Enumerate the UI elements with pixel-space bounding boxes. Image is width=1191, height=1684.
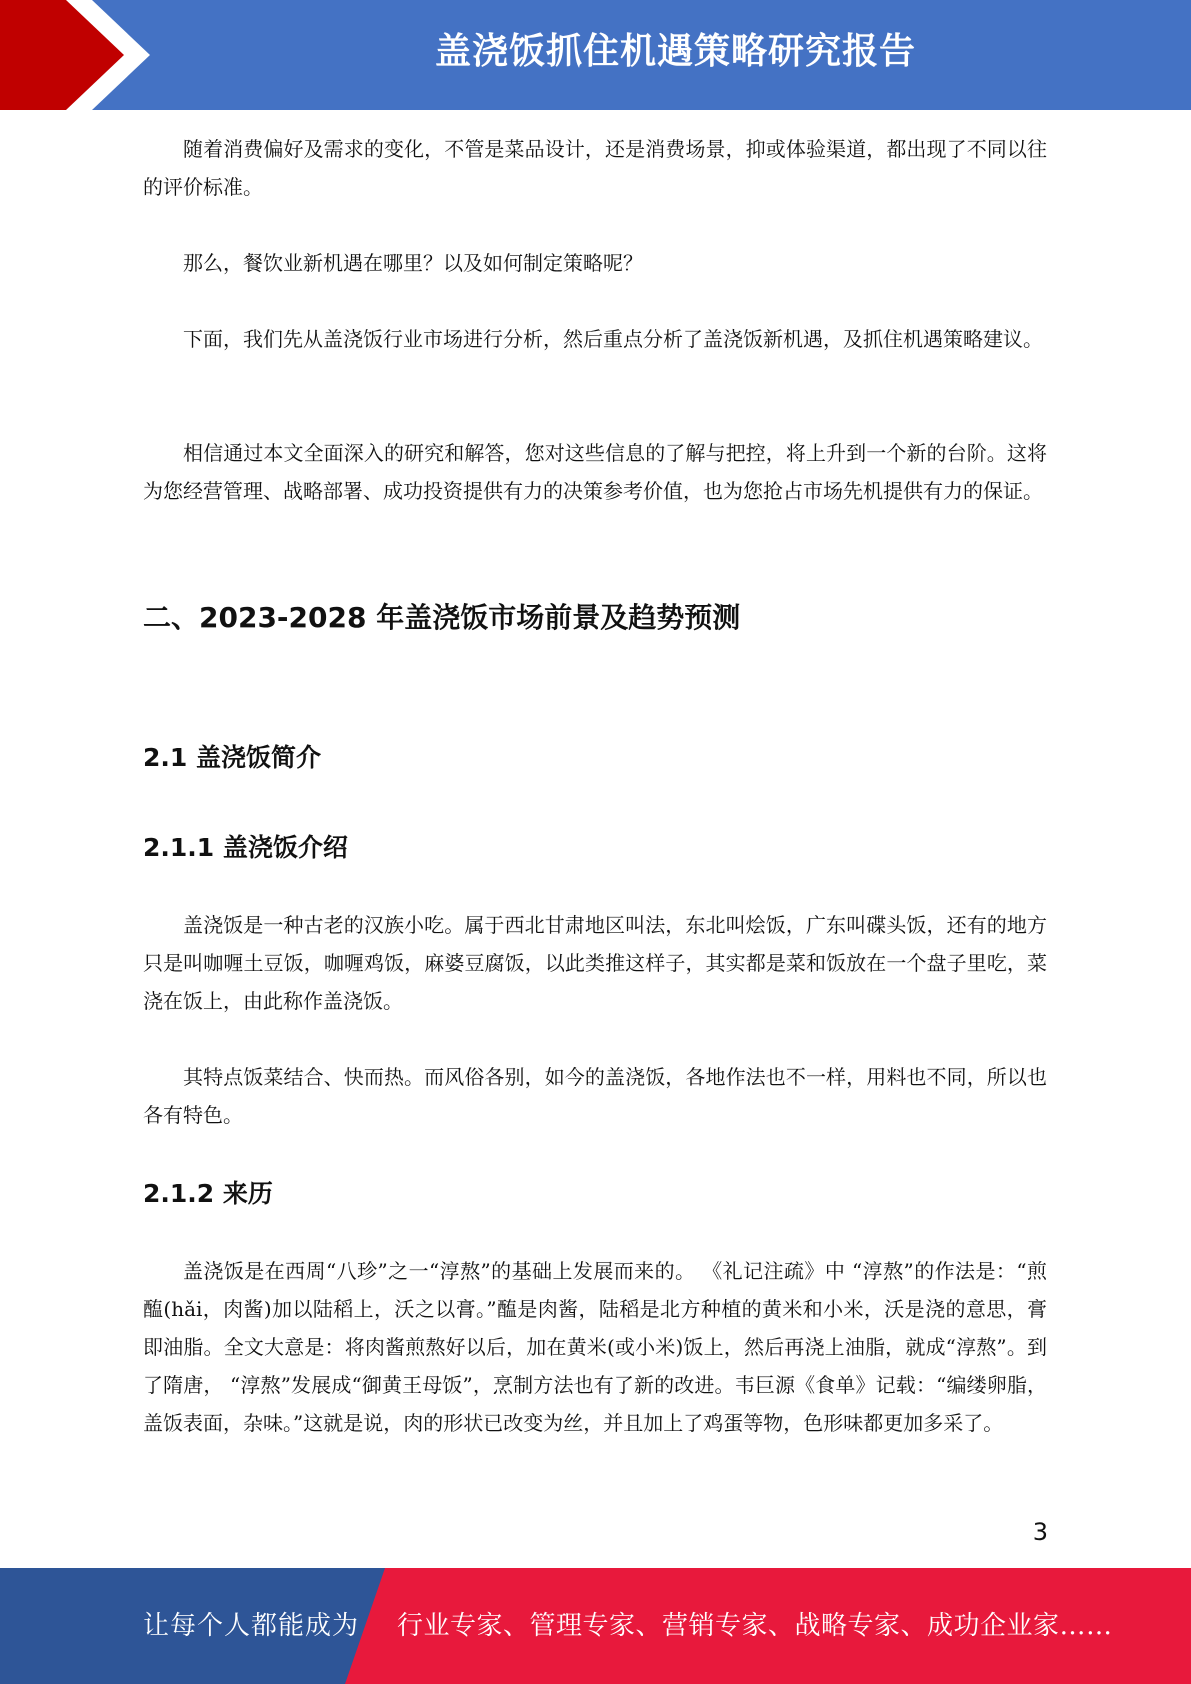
paragraph-intro: 随着消费偏好及需求的变化，不管是菜品设计，还是消费场景，抑或体验渠道，都出现了不同以往的评价标准。 bbox=[143, 137, 1047, 199]
paragraph-question: 那么，餐饮业新机遇在哪里？以及如何制定策略呢？ bbox=[183, 251, 643, 275]
page-number: 3 bbox=[1032, 1518, 1048, 1546]
subsection-heading-2-1: 2.1 盖浇饭简介 bbox=[143, 743, 321, 772]
footer-slogan-left: 让每个人都能成为 bbox=[143, 1611, 360, 1641]
subsection-heading-2-1-2: 2.1.2 来历 bbox=[143, 1179, 273, 1208]
footer-slogan-right: 行业专家、管理专家、营销专家、战略专家、成功企业家…… bbox=[397, 1611, 1113, 1641]
subsection-heading-2-1-1: 2.1.1 盖浇饭介绍 bbox=[143, 833, 348, 862]
paragraph-features: 其特点饭菜结合、快而热。而风俗各别，如今的盖浇饭，各地作法也不一样，用料也不同，所以也各有特色。 bbox=[143, 1065, 1047, 1127]
paragraph-value: 相信通过本文全面深入的研究和解答，您对这些信息的了解与把控，将上升到一个新的台阶。这将为您经营管理、战略部署、成功投资提供有力的决策参考价值，也为您抢占市场先机提供有力的保证。 bbox=[143, 441, 1047, 503]
paragraph-introduction: 盖浇饭是一种古老的汉族小吃。属于西北甘肃地区叫法，东北叫烩饭，广东叫碟头饭，还有的地方只是叫咖喱土豆饭，咖喱鸡饭，麻婆豆腐饭，以此类推这样子，其实都是菜和饭放在一个盘子里吃，菜浇在饭上，由此称作盖浇饭。 bbox=[143, 913, 1047, 1013]
section-heading-2: 二、2023-2028 年盖浇饭市场前景及趋势预测 bbox=[143, 601, 741, 634]
page-header bbox=[0, 0, 1191, 110]
header-title: 盖浇饭抓住机遇策略研究报告 bbox=[434, 31, 916, 72]
header-arrow-decoration bbox=[0, 0, 160, 110]
paragraph-overview: 下面，我们先从盖浇饭行业市场进行分析，然后重点分析了盖浇饭新机遇，及抓住机遇策略建议。 bbox=[183, 327, 1043, 351]
page-footer bbox=[0, 1568, 1191, 1684]
paragraph-history: 盖浇饭是在西周“八珍”之一“淳熬”的基础上发展而来的。 《礼记注疏》中 “淳熬”的作法是：“煎醢(hǎi，肉酱)加以陆稻上，沃之以膏。”醢是肉酱，陆稻是北方种植的黄米和小米，沃是浇的意思，膏即油脂。全文大意是：将肉酱煎熬好以后，加在黄米(或小米)饭上，然后再浇上油脂，就成“淳熬”。到了隋唐， “淳熬”发展成“御黄王母饭”，烹制方法也有了新的改进。韦巨源《食单》记载：“编缕卵脂，盖饭表面，杂味。”这就是说，肉的形状已改变为丝，并且加上了鸡蛋等物，色形味都更加多采了。 bbox=[143, 1259, 1047, 1435]
